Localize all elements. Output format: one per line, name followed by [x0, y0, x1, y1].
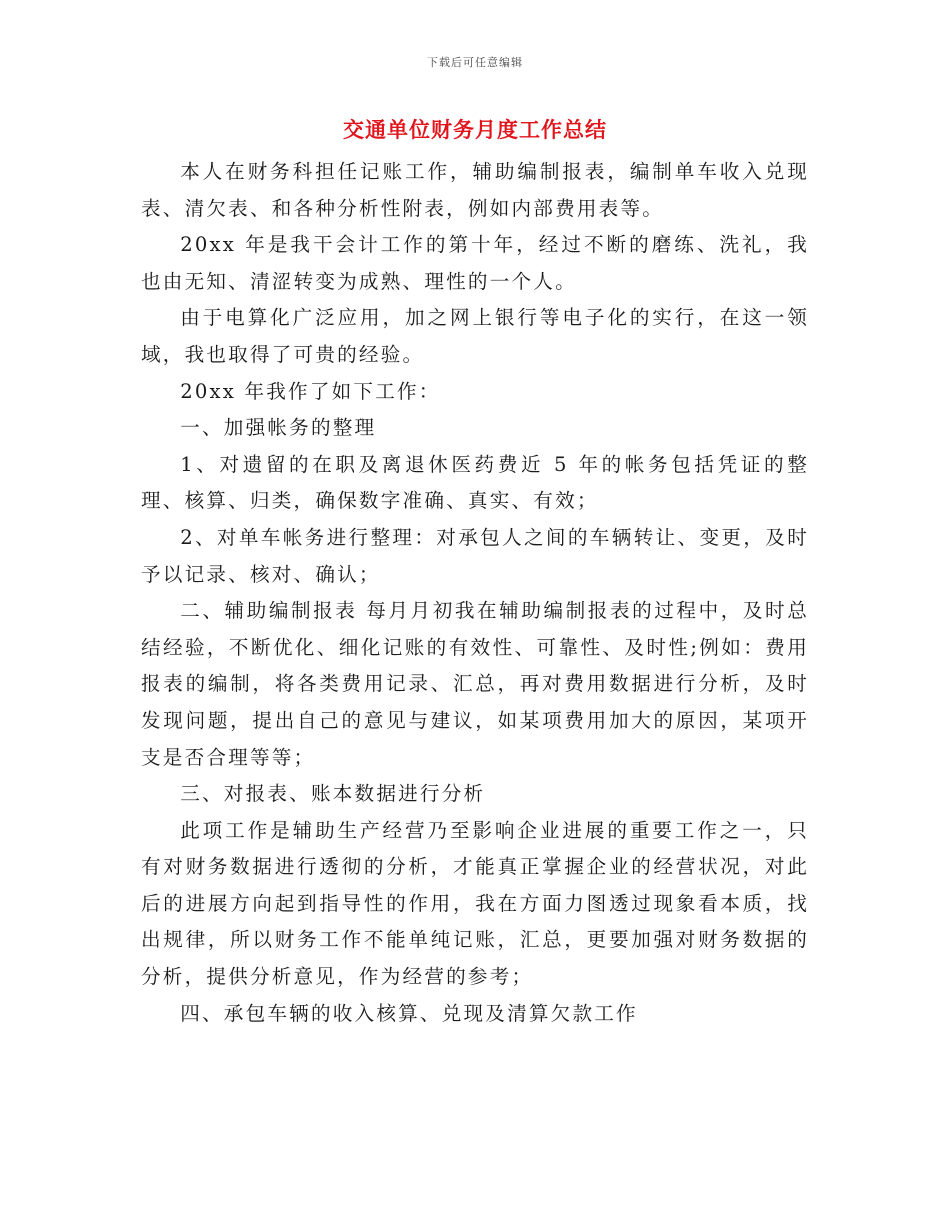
header-note: 下载后可任意编辑 — [427, 56, 523, 69]
paragraph: 20xx 年是我干会计工作的第十年，经过不断的磨练、洗礼，我也由无知、清涩转变为成熟、理性的一个人。 — [141, 233, 809, 293]
paragraph: 此项工作是辅助生产经营乃至影响企业进展的重要工作之一，只有对财务数据进行透彻的分析，才能真正掌握企业的经营状况，对此后的进展方向起到指导性的作用，我在方面力图透过现象看本质，找出规律，所以财务工作不能单纯记账，汇总，更要加强对财务数据的分析，提供分析意见，作为经营的参考； — [141, 818, 809, 989]
paragraph: 1、对遗留的在职及离退休医药费近 5 年的帐务包括凭证的整理、核算、归类，确保数字准确、真实、有效； — [141, 452, 809, 513]
paragraph: 2、对单车帐务进行整理：对承包人之间的车辆转让、变更，及时予以记录、核对、确认； — [141, 525, 809, 586]
section-heading: 三、对报表、账本数据进行分析 — [180, 782, 486, 806]
document-body — [141, 154, 809, 1032]
paragraph: 由于电算化广泛应用，加之网上银行等电子化的实行，在这一领域，我也取得了可贵的经验。 — [141, 306, 809, 366]
paragraph: 本人在财务科担任记账工作，辅助编制报表，编制单车收入兑现表、清欠表、和各种分析性附表，例如内部费用表等。 — [141, 160, 809, 220]
section-heading: 一、加强帐务的整理 — [180, 416, 377, 440]
section-heading: 四、承包车辆的收入核算、兑现及清算欠款工作 — [180, 1001, 638, 1025]
paragraph: 二、辅助编制报表 每月月初我在辅助编制报表的过程中，及时总结经验，不断优化、细化记账的有效性、可靠性、及时性;例如：费用报表的编制，将各类费用记录、汇总，再对费用数据进行分析，及时发现问题，提出自己的意见与建议，如某项费用加大的原因，某项开支是否合理等等； — [141, 599, 809, 769]
paragraph: 20xx 年我作了如下工作： — [180, 379, 441, 403]
document-title: 交通单位财务月度工作总结 — [343, 118, 607, 142]
